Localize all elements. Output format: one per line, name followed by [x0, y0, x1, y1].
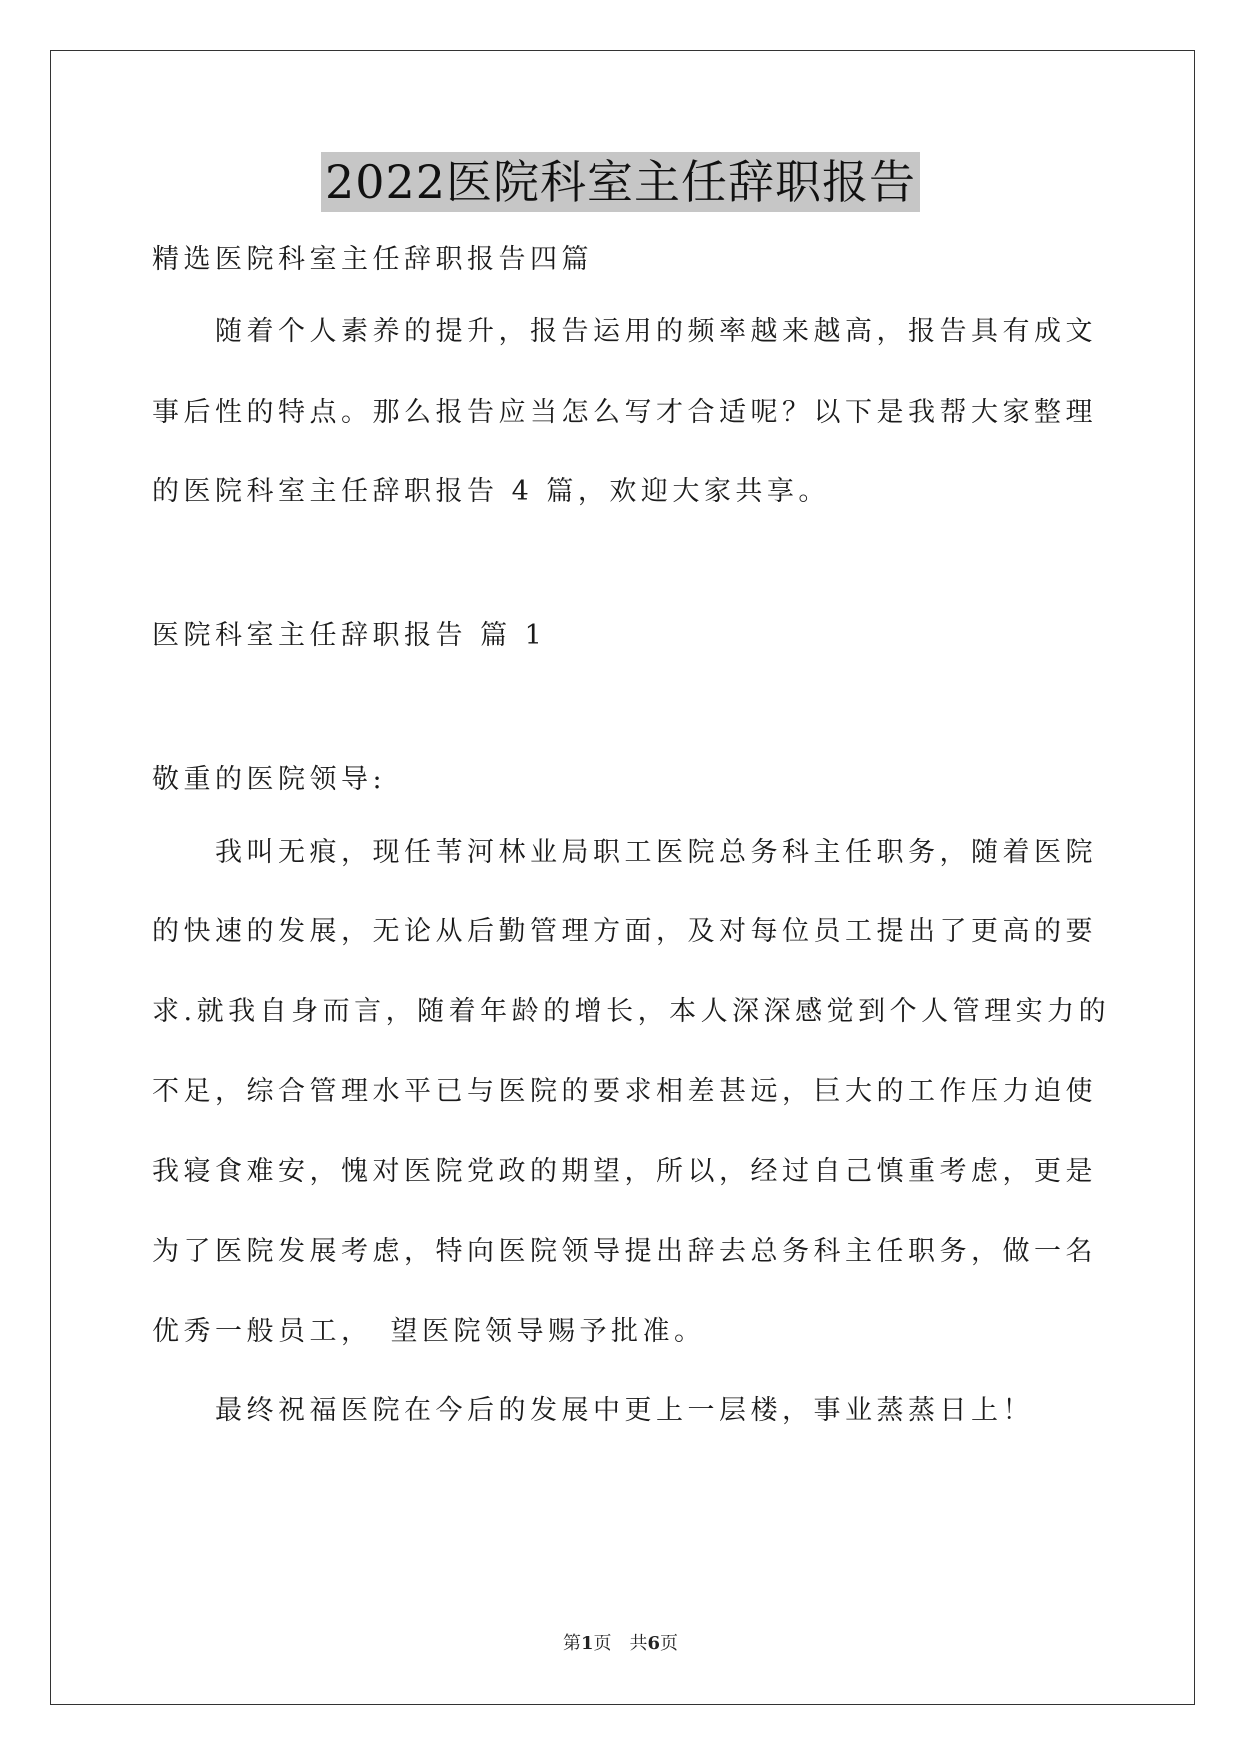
body-line-4: 不足，综合管理水平已与医院的要求相差甚远，巨大的工作压力迫使 [152, 1076, 1097, 1107]
body-line-6: 为了医院发展考虑，特向医院领导提出辞去总务科主任职务，做一名 [152, 1236, 1097, 1267]
page-total: 6 [647, 1633, 661, 1654]
page-suffix: 页 [660, 1633, 679, 1654]
page-current: 1 [580, 1633, 594, 1654]
intro-line-2: 事后性的特点。那么报告应当怎么写才合适呢？以下是我帮大家整理 [152, 397, 1097, 428]
section-heading: 医院科室主任辞职报告 篇 1 [152, 620, 547, 651]
title-container [0, 152, 1241, 212]
body-line-5: 我寝食难安，愧对医院党政的期望，所以，经过自己慎重考虑，更是 [152, 1156, 1097, 1187]
page-border [50, 50, 1195, 1705]
intro-line-1: 随着个人素养的提升，报告运用的频率越来越高，报告具有成文 [152, 316, 1097, 347]
document-subtitle: 精选医院科室主任辞职报告四篇 [152, 244, 593, 275]
salutation: 敬重的医院领导: [152, 764, 387, 795]
body-line-7: 优秀一般员工， 望医院领导赐予批准。 [152, 1316, 706, 1347]
page-footer [0, 1632, 1241, 1656]
body-line-8: 最终祝福医院在今后的发展中更上一层楼，事业蒸蒸日上！ [152, 1395, 1034, 1426]
page-prefix: 第 [562, 1633, 581, 1654]
intro-line-3: 的医院科室主任辞职报告 4 篇，欢迎大家共享。 [152, 476, 830, 507]
page-mid: 页 共 [593, 1633, 648, 1654]
body-line-1: 我叫无痕，现任苇河林业局职工医院总务科主任职务，随着医院 [152, 837, 1097, 868]
document-title: 2022医院科室主任辞职报告 [321, 152, 920, 212]
body-line-3: 求.就我自身而言，随着年龄的增长，本人深深感觉到个人管理实力的 [152, 996, 1111, 1027]
body-line-2: 的快速的发展，无论从后勤管理方面，及对每位员工提出了更高的要 [152, 916, 1097, 947]
